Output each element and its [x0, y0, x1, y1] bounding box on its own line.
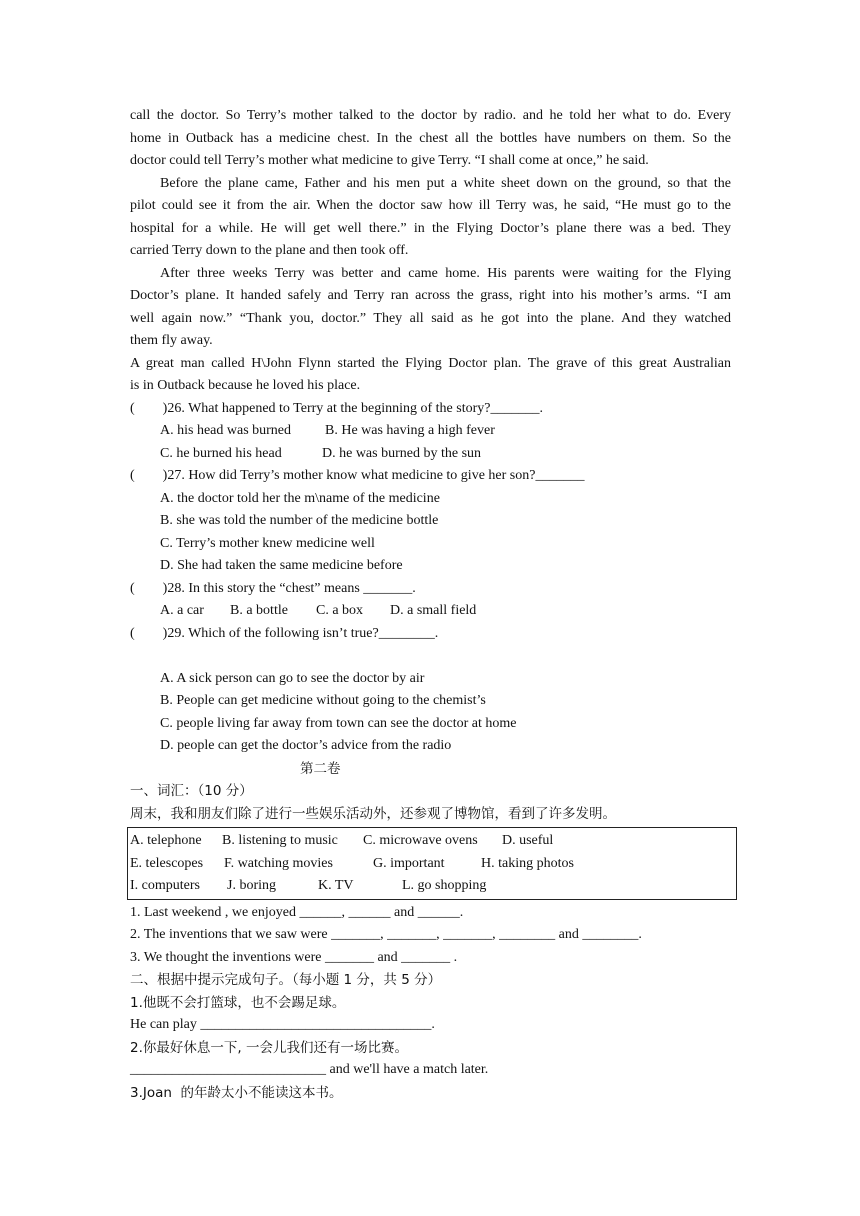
option-d: D. She had taken the same medicine before: [160, 558, 403, 573]
text-line: home in Outback has a medicine chest. In the chest all the bottles have numbers on them. So the: [130, 130, 731, 146]
exam-page: [130, 105, 731, 1104]
option-b: B. a bottle: [230, 603, 288, 618]
word-option: H. taking photos: [481, 855, 574, 871]
fill-question-1: 1. Last weekend , we enjoyed ______, ______ and ______.: [130, 904, 464, 920]
word-option: B. listening to music: [222, 833, 338, 848]
text-line: them fly away.: [130, 333, 213, 348]
option-d: D. a small field: [390, 603, 477, 618]
question-29: [130, 623, 731, 758]
text-line: Before the plane came, Father and his men put a white sheet down on the ground, so that the: [160, 175, 731, 191]
option-b: B. People can get medicine without going to the chemist’s: [160, 693, 486, 708]
word-bank-row: [130, 830, 736, 853]
word-option: J. boring: [227, 878, 276, 893]
sentence-prompt-1: 1.他既不会打篮球，也不会踢足球。: [130, 994, 346, 1011]
question-stem: ( )27. How did Terry’s mother know what medicine to give her son?_______: [130, 468, 585, 483]
sentence-heading: 二、根据中提示完成句子。（每小题 1 分，共 5 分）: [130, 972, 442, 988]
option-c: C. a box: [316, 603, 364, 618]
vocab-heading: 一、词汇：（10 分）: [130, 783, 253, 799]
text-line: is in Outback because he loved his place.: [130, 378, 361, 393]
word-option: L. go shopping: [402, 878, 487, 893]
question-28: [130, 578, 731, 623]
text-line: call the doctor. So Terry’s mother talked to the doctor by radio. and he told her what to do. Every: [130, 108, 731, 123]
text-line: A great man called H\John Flynn started the Flying Doctor plan. The grave of this great Australian: [130, 355, 731, 371]
option-a: A. A sick person can go to see the doctor by air: [160, 670, 425, 686]
word-bank-box: [127, 827, 737, 900]
sentence-answer-1: He can play _________________________________.: [130, 1017, 435, 1032]
word-option: E. telescopes: [130, 855, 204, 871]
word-option: I. computers: [130, 878, 200, 893]
question-27: [130, 465, 731, 578]
sentence-prompt-2: 2.你最好休息一下, 一会儿我们还有一场比赛。: [130, 1039, 408, 1056]
sentence-answer-2: ____________________________ and we'll have a match later.: [130, 1062, 489, 1077]
section-title: 第二卷: [300, 760, 341, 777]
text-line: Doctor’s plane. It handed safely and Terry ran across the grass, right into his mother’s arms. “I am: [130, 288, 731, 303]
text-line: pilot could see it from the air. When the doctor saw how ill Terry was, he said, “He must go to the: [130, 198, 731, 213]
text-line: hospital for a while. He will get well there.” in the Flying Doctor’s plane there was a bed. They: [130, 220, 731, 236]
passage-paragraph-3: [130, 263, 731, 353]
option-d: D. he was burned by the sun: [322, 445, 482, 461]
text-line: carried Terry down to the plane and then took off.: [130, 243, 409, 258]
word-option: A. telephone: [130, 833, 202, 848]
passage-paragraph-1: [130, 105, 731, 173]
sentence-prompt-3: 3.Joan 的年龄太小不能读这本书。: [130, 1084, 343, 1101]
option-b: B. she was told the number of the medicine bottle: [160, 513, 439, 528]
option-a: A. a car: [160, 603, 204, 618]
passage-paragraph-4: [130, 353, 731, 398]
text-line: doctor could tell Terry’s mother what medicine to give Terry. “I shall come at once,” he said.: [130, 153, 649, 168]
word-bank-row: [130, 853, 736, 876]
option-b: B. He was having a high fever: [325, 423, 495, 438]
option-a: A. the doctor told her the m\name of the medicine: [160, 490, 440, 506]
question-26: [130, 398, 731, 466]
text-line: After three weeks Terry was better and came home. His parents were waiting for the Flying: [160, 265, 731, 281]
spacer: [130, 645, 731, 668]
word-option: D. useful: [502, 833, 554, 848]
word-option: G. important: [373, 855, 445, 871]
option-a: A. his head was burned: [160, 423, 292, 438]
question-stem: ( )26. What happened to Terry at the beginning of the story?_______.: [130, 400, 543, 416]
word-bank-row: [130, 875, 736, 898]
option-row: [130, 600, 731, 623]
word-option: K. TV: [318, 878, 354, 893]
vocab-intro: 周末，我和朋友们除了进行一些娱乐活动外，还参观了博物馆，看到了许多发明。: [130, 805, 616, 822]
option-c: C. people living far away from town can see the doctor at home: [160, 715, 517, 731]
question-stem: ( )28. In this story the “chest” means _______.: [130, 580, 416, 596]
option-c: C. he burned his head: [160, 445, 282, 461]
fill-question-3: 3. We thought the inventions were _______ and _______ .: [130, 949, 458, 965]
word-option: F. watching movies: [224, 855, 333, 871]
option-row: [130, 443, 731, 466]
question-stem: ( )29. Which of the following isn’t true?________.: [130, 625, 439, 641]
word-option: C. microwave ovens: [363, 833, 478, 848]
fill-question-2: 2. The inventions that we saw were _______, _______, _______, ________ and ________.: [130, 927, 642, 942]
passage-paragraph-2: [130, 173, 731, 263]
text-line: well again now.” “Thank you, doctor.” They all said as he got into the plane. And they watched: [130, 310, 731, 326]
option-c: C. Terry’s mother knew medicine well: [160, 535, 375, 551]
option-d: D. people can get the doctor’s advice from the radio: [160, 738, 452, 753]
option-row: [130, 420, 731, 443]
